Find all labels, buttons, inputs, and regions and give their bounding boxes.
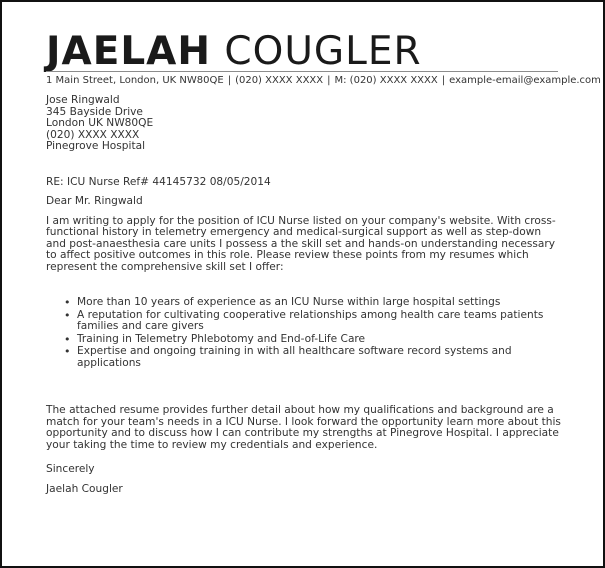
list-item	[64, 310, 566, 333]
contact-mobile: M: (020) XXXX XXXX	[334, 75, 438, 86]
list-item-text: More than 10 years of experience as an ICU Nurse within large hospital settings	[77, 296, 501, 308]
closing-line: match for your team's needs in a ICU Nurse. I look forward the opportunity learn more about this	[46, 415, 561, 428]
recipient-block	[46, 95, 566, 153]
intro-paragraph	[46, 216, 566, 274]
contact-separator: |	[327, 75, 331, 86]
closing-line: opportunity and to discuss how I can contribute my strengths at Pinegrove Hospital. I appreciate	[46, 427, 559, 439]
recipient-name: Jose Ringwald	[46, 94, 120, 106]
intro-line: and post-anaesthesia care units I possess a the skill set and hands-on understanding necessary	[46, 237, 556, 250]
closing-line: your taking the time to review my credentials and experience.	[46, 438, 378, 451]
intro-line: to affect positive outcomes in this role. Please review these points from my resumes which	[46, 249, 529, 261]
recipient-phone: (020) XXXX XXXX	[46, 128, 140, 141]
list-item	[64, 297, 566, 309]
letter-body	[46, 95, 566, 495]
recipient-street: 345 Bayside Drive	[46, 105, 143, 118]
list-item-text: A reputation for cultivating cooperative relationships among health care teams patients	[77, 308, 544, 321]
intro-line: I am writing to apply for the position of ICU Nurse listed on your company's website. With cross-	[46, 214, 556, 227]
closing-line: The attached resume provides further detail about how my qualifications and background are a	[46, 404, 554, 416]
contact-line	[46, 74, 601, 87]
bullet-icon: •	[64, 345, 71, 358]
contact-separator: |	[227, 75, 232, 86]
last-name: COUGLER	[224, 29, 422, 74]
contact-phone: (020) XXXX XXXX	[235, 75, 324, 86]
bullet-icon: •	[64, 296, 71, 309]
recipient-organization: Pinegrove Hospital	[46, 140, 146, 152]
header-divider	[46, 71, 558, 72]
list-item-text: families and care givers	[77, 320, 204, 332]
list-item	[64, 346, 566, 369]
applicant-name-heading	[46, 30, 422, 74]
list-item-text: applications	[77, 356, 141, 369]
contact-address: 1 Main Street, London, UK NW80QE	[46, 75, 224, 86]
list-item-text: Expertise and ongoing training in with all healthcare software record systems and	[77, 345, 512, 357]
salutation: Dear Mr. Ringwald	[46, 195, 143, 207]
contact-email[interactable]: example-email@example.com	[449, 75, 601, 86]
list-item-text: Training in Telemetry Phlebotomy and End-of-Life Care	[77, 332, 366, 345]
bullet-icon: •	[64, 308, 71, 322]
intro-line: represent the comprehensive skill set I offer:	[46, 260, 284, 273]
intro-line: functional history in telemetry emergency and medical-surgical support as well as step-down	[46, 226, 542, 238]
signoff: Sincerely	[46, 463, 95, 475]
reference-line: RE: ICU Nurse Ref# 44145732 08/05/2014	[46, 175, 271, 188]
contact-separator: |	[441, 75, 446, 86]
closing-paragraph	[46, 405, 566, 451]
recipient-city: London UK NW80QE	[46, 117, 154, 129]
skills-list	[46, 297, 566, 369]
signature-name: Jaelah Cougler	[46, 482, 123, 495]
bullet-icon: •	[64, 332, 71, 346]
first-name: JAELAH	[46, 29, 212, 74]
list-item	[64, 334, 566, 346]
